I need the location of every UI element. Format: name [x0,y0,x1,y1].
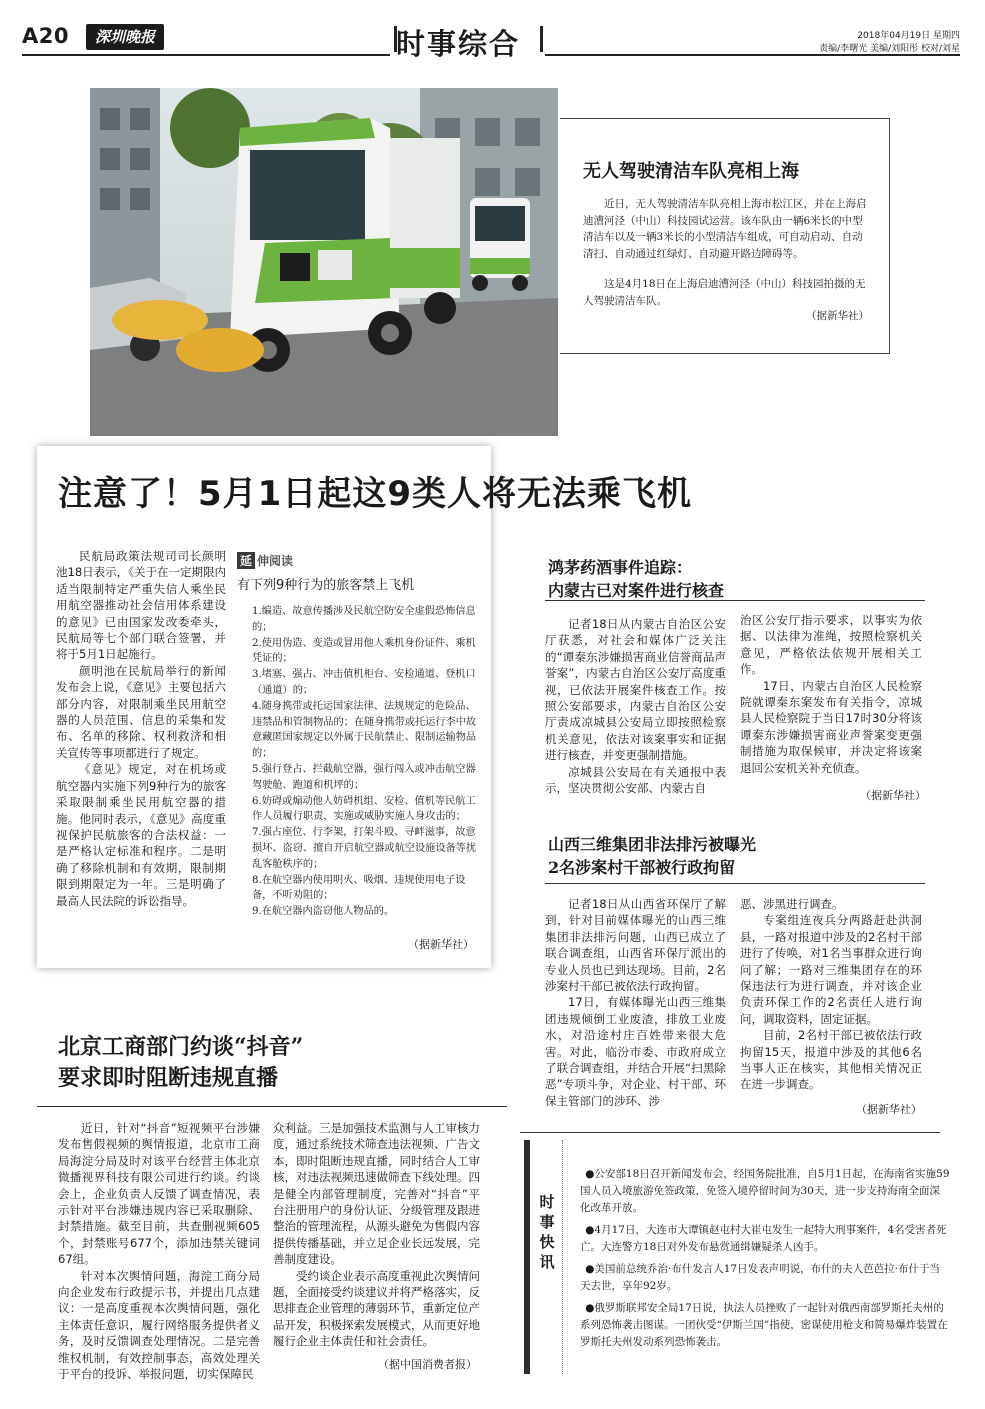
paragraph: 治区公安厅指示要求，以事实为依据、以法律为准绳，按照检察机关意见，严格依法依规开展相关工作。 [740,613,922,677]
title-line: 内蒙古已对案件进行核查 [548,581,725,600]
douyin-story-title [58,1032,303,1094]
paragraph: 记者18日从山西省环保厅了解到，针对目前媒体曝光的山西三维集团非法排污问题，山西已成立了联合调查组，山西省环保厅派出的专业人员也已到达现场。目前，2名涉案村干部已被依法行政拘留。 [545,897,726,994]
list-item: 6.妨碍或煽动他人妨碍机组、安检、值机等民航工作人员履行职责，实施或威胁实施人身攻击的； [252,795,476,823]
flight-paragraph: 《意见》规定，对在机场或航空器内实施下列9种行为的旅客采取限制乘坐民用航空器的措施。他同时表示，《意见》高度重视保护民航旅客的合法权益：一是严格认定标准和程序。二是明确了移除机制和有效期，限制期限到期限定为一年。三是明确了最高人民法院的诉讼指导。 [56,762,226,908]
title-line: 山西三维集团非法排污被曝光 [548,835,757,854]
paragraph: 目前，2名村干部已被依法行政拘留15天，报道中涉及的其他6名当事人正在核实，其他相关情况正在进一步调查。 [740,1028,922,1092]
section-title: 时事综合 [396,27,521,61]
section-bar-right [540,26,543,52]
maotai-rule [545,600,925,601]
list-item: ●4月17日，大连市大谭镇赵屯村大崔屯发生一起特大刑事案件，4名受害者死亡。大连警方18日对外发布悬赏通缉嫌疑杀人凶手。 [580,1224,947,1253]
list-item: ●俄罗斯联邦安全局17日说，执法人员挫败了一起针对俄西南部罗斯托夫州的系列恐怖袭击图谋。一团伙受“伊斯兰国”指使，密谋使用枪支和简易爆炸装置在罗斯托夫州发动系列恐怖袭击。 [580,1302,948,1348]
maotai-source: （据新华社） [860,789,926,802]
paragraph: 受约谈企业表示高度重视此次舆情问题，全面接受约谈建议并将严格落实，反思排查企业管理的薄弱环节，重新定位产品开发，积极探索发展模式，从而更好地履行企业主体责任和社会责任。 [273,1268,480,1349]
paragraph: 恶、涉黑进行调查。 [740,897,844,911]
title-line: 鸿茅药酒事件追踪： [548,558,693,577]
list-item: 8.在航空器内使用明火、吸烟、违规使用电子设备，不听劝阻的； [252,874,466,902]
news-flash-divider [562,1140,563,1374]
shanxi-source: （据新华社） [856,1103,922,1116]
list-item: 9.在航空器内盗窃他人物品的。 [252,906,395,918]
list-item: 2.使用伪造、变造或冒用他人乘机身份证件、乘机凭证的； [252,637,476,665]
extended-reading-tag-first: 延 [237,552,255,569]
paragraph: 众利益。三是加强技术监测与人工审核力度，通过系统技术筛查违法视频、广告文本，即时阻断违规直播，同时结合人工审核，对违法视频迅速做筛查下线处理。四是健全内部管理制度，完善对“抖音”平台注册用户的身份认证、分级管理及跟进整治的管理流程，从源头避免为售假内容提供传播基础，并立足企业长远发展，完善制度建设。 [273,1121,480,1267]
list-item: 3.堵塞、强占、冲击值机柜台、安检通道、登机口（通道）的； [252,669,476,696]
list-item: 1.编造、故意传播涉及民航空防安全虚假恐怖信息的； [252,606,476,633]
extended-reading-tag [237,552,293,570]
maotai-column-1 [545,616,726,796]
shanxi-column-2 [740,896,922,1093]
paragraph: 近日，针对“抖音”短视频平台涉嫌发布售假视频的舆情报道，北京市工商局海淀分局及时对该平台经营主体北京微播视界科技有限公司进行约谈。约谈会上，企业负责人反馈了调查情况，表示针对平台涉嫌违规内容已采取删除、封禁措施。截至目前，共查删视频605个，封禁账号677个，添加违禁关键词67组。 [58,1121,260,1267]
flight-story-body [56,548,226,909]
masthead-rule-right [545,54,960,56]
list-item: 7.强占座位、行李架，打架斗殴、寻衅滋事，故意损坏、盗窃、擅自开启航空器或航空设施设备等扰乱客舱秩序的； [252,827,477,870]
masthead-rule-left [22,54,390,56]
page-number: A20 [22,24,69,48]
shanxi-story-title [548,833,756,879]
extended-reading-subtitle: 有下列9种行为的旅客禁上飞机 [237,578,415,593]
flight-headline: 注意了！5月1日起这9类人将无法乘飞机 [58,474,692,514]
list-item: 5.强行登占、拦截航空器，强行闯入或冲击航空器驾驶舱、跑道和机坪的； [252,763,476,791]
shanxi-column-1 [545,896,726,1109]
paragraph: 记者18日从内蒙古自治区公安厅获悉，对社会和媒体广泛关注的“谭秦东涉嫌损害商业信誉商品声誉案”，内蒙古自治区公安厅高度重视，已依法开展案件核查工作。按照公安部要求，内蒙古自治区公安厅责成凉城县公安局立即按照检察机关意见，依法对该案事实和证据进行核查，并变更强制措施。 [545,617,726,763]
list-item: ●美国前总统乔治·布什发言人17日发表声明说，布什的夫人芭芭拉·布什于当天去世，享年92岁。 [580,1263,940,1292]
paragraph: 针对本次舆情问题，海淀工商分局向企业发布行政提示书，并提出几点建议：一是高度重视本次舆情问题，强化主体责任意识，履行网络服务提供者义务，及时反馈调查处理情况。二是完善维权机制，有效控制事态，高效处理关于平台的投诉、举报问题，切实保障民 [58,1268,260,1382]
douyin-rule [37,1106,507,1107]
flight-story-source: （据新华社） [408,938,474,951]
title-line: 要求即时阻断违规直播 [58,1065,279,1091]
news-flash-list [580,1166,950,1356]
douyin-source: （据中国消费者报） [378,1358,477,1371]
news-flash-label: 时事快讯 [536,1192,558,1272]
title-line: 北京工商部门约谈“抖音” [58,1034,304,1060]
news-flash-bar [524,1140,530,1374]
douyin-column-1 [58,1120,260,1383]
paragraph: 凉城县公安局在有关通报中表示，坚决贯彻公安部、内蒙古自 [545,764,726,796]
photo-story-paragraph: 这是4月18日在上海启迪漕河泾（中山）科技园拍摄的无人驾驶清洁车队。 [583,278,866,307]
cleaning-vehicle-photo [90,88,558,436]
extended-reading-tag-rest: 伸阅读 [257,554,294,568]
photo-story-title: 无人驾驶清洁车队亮相上海 [583,161,799,182]
maotai-column-2 [740,612,922,776]
flight-paragraph: 民航局政策法规司司长颜明池18日表示，《关于在一定期限内适当限制特定严重失信人乘坐民用航空器推动社会信用体系建设的意见》已由国家发改委牵头，民航局等七个部门联合签署，并将于5月1日起施行。 [56,549,226,662]
shanxi-rule [545,883,925,884]
banned-behaviors-list [252,604,477,920]
editor-credits: 责编/李曙光 美编/刘阳彤 校对/刘星 [819,44,960,54]
issue-date: 2018年04月19日 星期四 [857,31,960,41]
maotai-story-title [548,556,724,602]
flight-paragraph: 颜明池在民航局举行的新闻发布会上说，《意见》主要包括六部分内容，对限制乘坐民用航空器的人员范围、信息的采集和发布、名单的移除、权利救济和相关宣传等事项都进行了规定。 [56,663,226,760]
photo-story-paragraph: 近日，无人驾驶清洁车队亮相上海市松江区，并在上海启迪漕河泾（中山）科技园试运营。该车队由一辆6米长的中型清洁车以及一辆3米长的小型清洁车组成，可自动启动、自动清扫、自动通过红绿灯、自动避开路边障碍等。 [583,198,867,260]
news-flash-rule [520,1132,940,1133]
paper-logo: 深圳晚报 [86,24,164,50]
photo-illustration [90,88,558,436]
douyin-column-2 [273,1120,480,1350]
title-line: 2名涉案村干部被行政拘留 [548,858,736,877]
paragraph: 17日，内蒙古自治区人民检察院就谭秦东案发布有关指令，凉城县人民检察院于当日17时30分将该谭秦东涉嫌损害商业声誉案变更强制措施为取保候审，并决定将该案退回公安机关补充侦查。 [740,678,922,775]
paragraph: 17日，有媒体曝光山西三维集团违规倾倒工业废渣，排放工业废水，对沿途村庄百姓带来很大危害。对此，临汾市委、市政府成立了联合调查组，并结合开展“扫黑除恶”专项斗争，对企业、村干部、环保主管部门的涉环、涉 [545,995,726,1108]
list-item: 4.随身携带或托运国家法律、法规规定的危险品、违禁品和管制物品的；在随身携带或托运行李中故意藏匿国家规定以外属于民航禁止、限制运输物品的； [252,701,477,759]
photo-story-source: （据新华社） [806,310,869,322]
paragraph: 专案组连夜兵分两路赶赴洪洞县，一路对报道中涉及的2名村干部进行了传唤，对1名当事群众进行询问了解；一路对三维集团存在的环保违法行为进行调查，并对该企业负责环保工作的2名责任人进行询问，调取资料，固定证据。 [740,913,922,1026]
list-item: ●公安部18日召开新闻发布会，经国务院批准，自5月1日起，在海南省实施59国人员入境旅游免签政策，免签入境停留时间为30天，进一步支持海南全面深化改革开放。 [580,1168,950,1214]
